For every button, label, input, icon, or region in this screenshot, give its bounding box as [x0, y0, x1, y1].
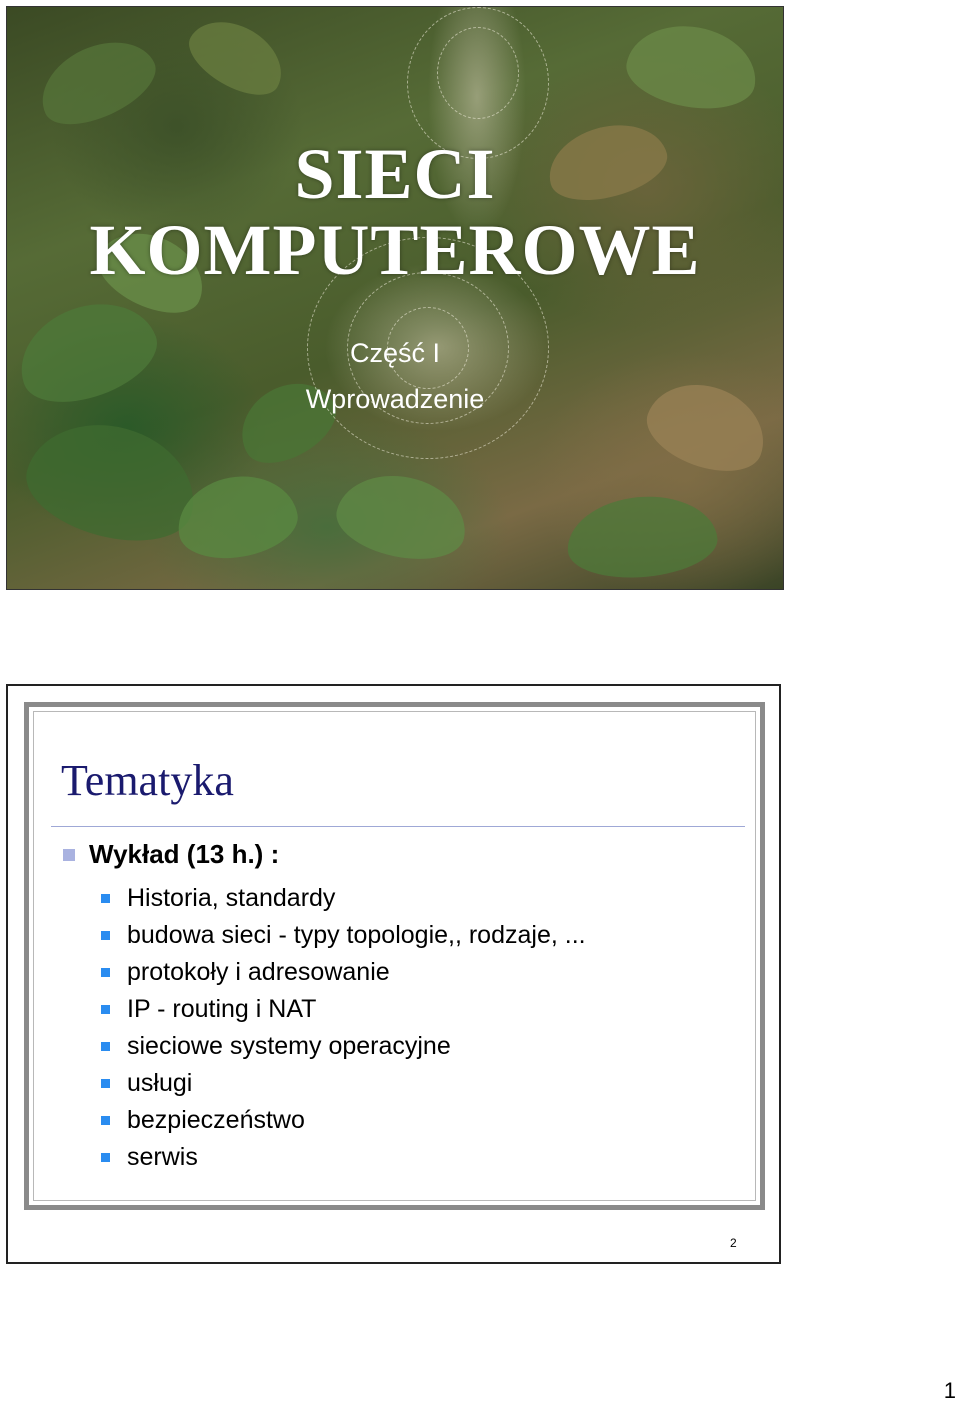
list-item-text: bezpieczeństwo [127, 1106, 305, 1134]
list-item [101, 954, 586, 991]
title-line-2: KOMPUTEROWE [89, 210, 701, 290]
main-bullet-text: Wykład (13 h.) : [89, 839, 280, 869]
list-item [101, 917, 586, 954]
list-item-text: Historia, standardy [127, 884, 336, 912]
list-item [101, 880, 586, 917]
list-item-text: budowa sieci - typy topologie,, rodzaje, ... [127, 921, 586, 949]
topics-slide [6, 684, 781, 1264]
main-bullet [63, 839, 279, 870]
list-item [101, 1065, 586, 1102]
square-bullet-icon [101, 1005, 110, 1014]
square-bullet-icon [101, 1079, 110, 1088]
square-bullet-icon [101, 1042, 110, 1051]
topic-list [101, 880, 586, 1176]
subtitle-part: Część I [349, 338, 441, 368]
title-slide [6, 6, 784, 590]
list-item [101, 1139, 586, 1176]
list-item-text: serwis [127, 1143, 198, 1171]
square-bullet-icon [63, 849, 75, 861]
square-bullet-icon [101, 894, 110, 903]
square-bullet-icon [101, 1116, 110, 1125]
subtitle-topic: Wprowadzenie [305, 384, 485, 414]
slide-number: 2 [730, 1236, 737, 1250]
list-item [101, 1028, 586, 1065]
page-number: 1 [943, 1378, 956, 1403]
list-item-text: sieciowe systemy operacyjne [127, 1032, 451, 1060]
list-item-text: IP - routing i NAT [127, 995, 317, 1023]
slide-frame [24, 702, 765, 1210]
square-bullet-icon [101, 1153, 110, 1162]
list-item-text: protokoły i adresowanie [127, 958, 390, 986]
square-bullet-icon [101, 968, 110, 977]
title-line-1: SIECI [294, 134, 496, 214]
title-divider [51, 826, 745, 827]
list-item-text: usługi [127, 1069, 193, 1097]
square-bullet-icon [101, 931, 110, 940]
list-item [101, 1102, 586, 1139]
list-item [101, 991, 586, 1028]
slide-title: Tematyka [61, 756, 234, 805]
